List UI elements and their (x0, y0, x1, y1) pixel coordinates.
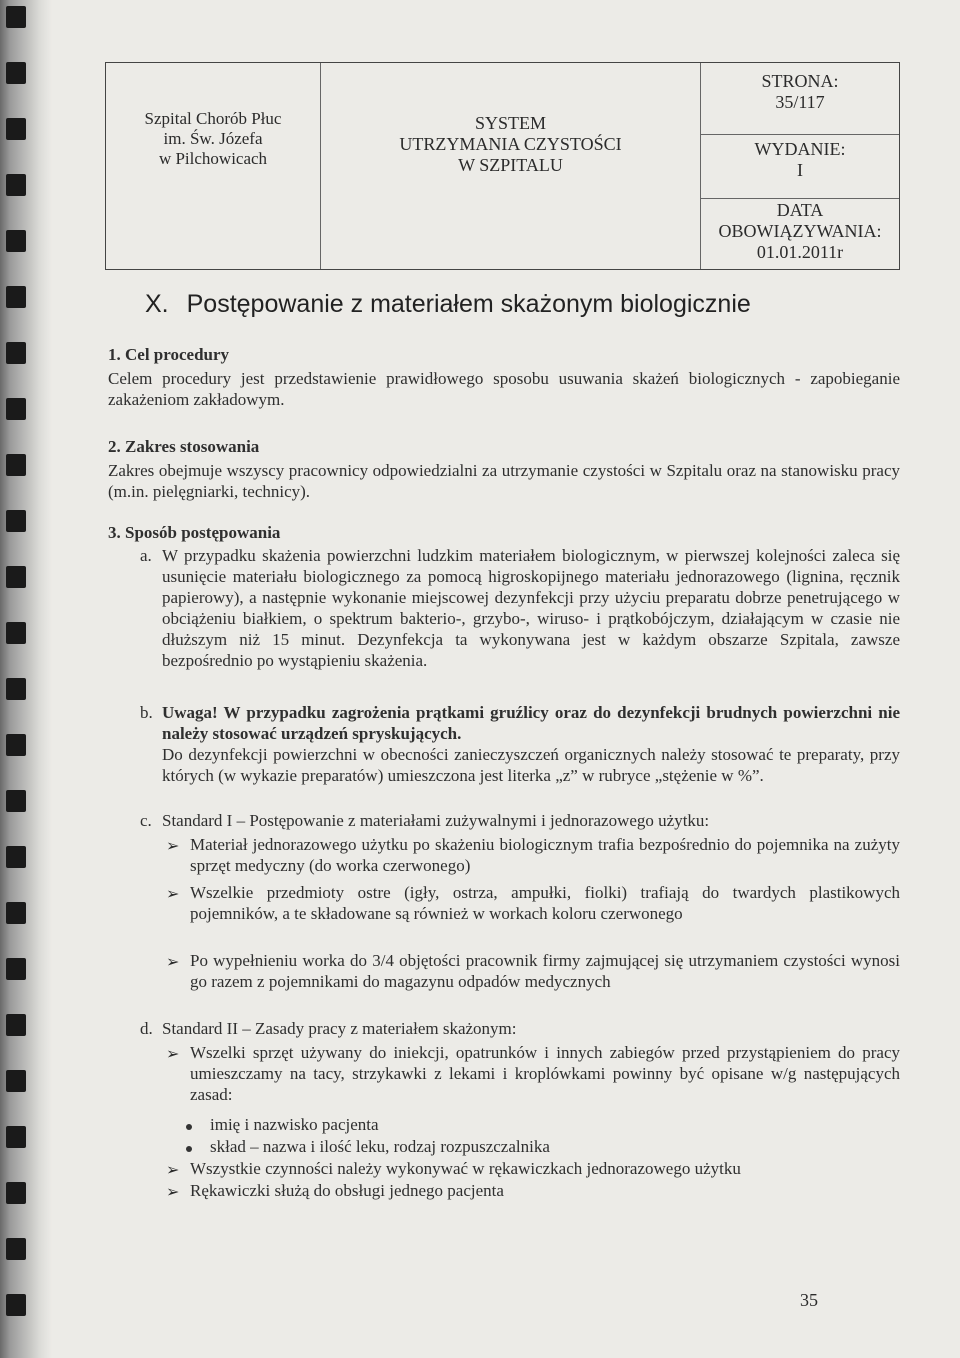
section-2-heading: 2. Zakres stosowania (108, 437, 260, 456)
section-2-body: Zakres obejmuje wszyscy pracownicy odpowiedzialni za utrzymanie czystości w Szpitalu oraz na stanowisku pracy (m.in. pielęgniarki, technicy). (108, 461, 900, 501)
section-1-heading: 1. Cel procedury (108, 345, 230, 364)
item-d-subitem-2: skład – nazwa i ilość leku, rodzaj rozpuszczalnika (210, 1137, 550, 1156)
section-3-heading: 3. Sposób postępowania (108, 523, 281, 542)
item-b-warning: Uwaga! W przypadku zagrożenia prątkami gruźlicy oraz do dezynfekcji brudnych powierzchni nie należy stosować urządzeń spryskujących. (162, 703, 900, 743)
item-d-bullet-1: Wszelki sprzęt używany do iniekcji, opatrunków i innych zabiegów przed przystąpieniem do pracy umieszczamy na tacy, strzykawki z lekami i kroplówkami powinny być opisane w/g następujących zasad: (190, 1043, 900, 1104)
data-value: 01.01.2011r (756, 242, 844, 262)
binding-strip (0, 0, 52, 1358)
data-cell (701, 199, 899, 269)
system-line-3: W SZPITALU (458, 155, 563, 175)
institution-cell (106, 63, 321, 269)
dot-bullet-icon (186, 1146, 192, 1152)
wydanie-cell (701, 135, 899, 199)
arrow-bullet-icon: ➢ (166, 886, 180, 903)
document-page (60, 0, 960, 1358)
system-line-1: SYSTEM (474, 113, 546, 133)
item-c-bullet-1: Materiał jednorazowego użytku po skażeniu biologicznym trafia bezpośrednio do pojemnika na zużyty sprzęt medyczny (do worka czerwonego) (190, 835, 900, 875)
section-1-body: Celem procedury jest przedstawienie prawidłowego sposobu usuwania skażeń biologicznych - zapobieganie zakażeniom zakładowym. (108, 369, 900, 409)
system-cell (321, 63, 701, 269)
data-label-1: DATA (776, 200, 824, 220)
item-d-text: Standard II – Zasady pracy z materiałem skażonym: (162, 1019, 517, 1038)
wydanie-label: WYDANIE: (754, 139, 846, 159)
item-a-text: W przypadku skażenia powierzchni ludzkim materiałem biologicznym, w pierwszej kolejności zaleca się usunięcie materiału biologicznego za pomocą higroskopijnego materiału jednorazowego (lignina, ręcznik papierowy), a następnie wykonanie miejscowej dezynfekcji przy użyciu preparatu dobrze penetrującego w obciążeniu białkiem, o spektrum bakterio-, grzybo-, wiruso- i prątkobójczym, działającym w czasie nie dłuższym niż 15 minut. Dezynfekcja ta wykonywana jest w każdym obszarze Szpitala, zawsze bezpośrednio po wystąpieniu skażenia. (162, 546, 900, 670)
item-a-label: a. (140, 546, 152, 565)
item-d-subitem-1: imię i nazwisko pacjenta (210, 1115, 379, 1134)
arrow-bullet-icon: ➢ (166, 954, 180, 971)
arrow-bullet-icon: ➢ (166, 1162, 180, 1179)
dot-bullet-icon (186, 1124, 192, 1130)
header-table (105, 62, 900, 270)
item-b-text: Do dezynfekcji powierzchni w obecności zanieczyszczeń organicznych należy stosować te preparaty, przy których (w wykazie preparatów) umieszczona jest literka „z” w rubryce „stężenie w %”. (162, 745, 900, 785)
arrow-bullet-icon: ➢ (166, 1184, 180, 1201)
item-d-label: d. (140, 1019, 153, 1038)
item-b-label: b. (140, 703, 153, 722)
strona-cell (701, 63, 899, 135)
chapter-title (115, 290, 935, 319)
page-number: 35 (800, 1290, 818, 1310)
wydanie-value: I (797, 160, 803, 180)
item-c-text: Standard I – Postępowanie z materiałami zużywalnymi i jednorazowego użytku: (162, 811, 710, 830)
meta-cell (701, 63, 899, 269)
item-c-bullet-3: Po wypełnieniu worka do 3/4 objętości pracownik firmy zajmującej się utrzymaniem czystości wynosi go razem z pojemnikami do magazynu odpadów medycznych (190, 951, 900, 991)
arrow-bullet-icon: ➢ (166, 1046, 180, 1063)
strona-value: 35/117 (775, 92, 825, 112)
chapter-title-text: Postępowanie z materiałem skażonym biologicznie (186, 290, 751, 318)
item-d-bullet-2: Wszystkie czynności należy wykonywać w rękawiczkach jednorazowego użytku (190, 1159, 741, 1178)
system-line-2: UTRZYMANIA CZYSTOŚCI (399, 134, 622, 154)
institution-line-1: Szpital Chorób Płuc (144, 109, 282, 128)
chapter-number: X. (145, 290, 169, 318)
item-c-bullet-2: Wszelkie przedmioty ostre (igły, ostrza, ampułki, fiolki) trafiają do twardych plastikowych pojemników, a te składowane są również w workach koloru czerwonego (190, 883, 900, 923)
item-d-bullet-3: Rękawiczki służą do obsługi jednego pacjenta (190, 1181, 504, 1200)
data-label-2: OBOWIĄZYWANIA: (718, 221, 882, 241)
institution-line-3: w Pilchowicach (158, 149, 268, 168)
arrow-bullet-icon: ➢ (166, 838, 180, 855)
institution-line-2: im. Św. Józefa (163, 129, 263, 148)
strona-label: STRONA: (761, 71, 839, 91)
item-c-label: c. (140, 811, 152, 830)
